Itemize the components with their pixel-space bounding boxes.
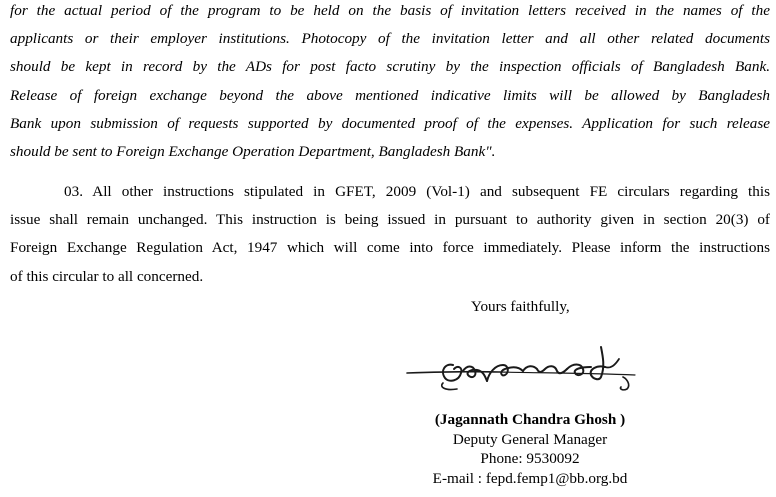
handwritten-signature xyxy=(405,343,655,405)
paragraph-line: should be sent to Foreign Exchange Operation Department, Bangladesh Bank". xyxy=(10,143,496,161)
paragraph-line-text: 03. All other instructions stipulated in GFET, 2009 (Vol-1) and subsequent FE circulars regarding this xyxy=(64,183,770,200)
paragraph-line: should be kept in record by the ADs for post facto scrutiny by the inspection officials of Bangladesh Bank. xyxy=(10,58,770,76)
signatory-name: (Jagannath Chandra Ghosh ) xyxy=(434,411,626,428)
paragraph-line: Foreign Exchange Regulation Act, 1947 which will come into force immediately. Please inform the instructions xyxy=(10,239,770,257)
paragraph-line: for the actual period of the program to be held on the basis of invitation letters received in the names of the xyxy=(10,2,770,19)
paragraph-line: issue shall remain unchanged. This instruction is being issued in pursuant to authority given in section 20(3) of xyxy=(10,211,770,229)
signatory-email: E-mail : fepd.femp1@bb.org.bd xyxy=(432,469,628,487)
paragraph-line xyxy=(10,178,770,206)
paragraph-line: Bank upon submission of requests supported by documented proof of the expenses. Application for such release xyxy=(10,114,770,132)
paragraph-03 xyxy=(10,178,770,291)
closing-salutation: Yours faithfully, xyxy=(471,298,570,315)
signatory-block xyxy=(405,410,655,488)
paragraph-line: of this circular to all concerned. xyxy=(10,267,204,285)
italic-quoted-paragraph xyxy=(10,0,770,166)
signatory-phone: Phone: 9530092 xyxy=(480,450,580,467)
paragraph-line: Release of foreign exchange beyond the above mentioned indicative limits will be allowed by Bangladesh xyxy=(10,86,770,104)
signatory-title: Deputy General Manager xyxy=(452,430,608,448)
paragraph-line: applicants or their employer institutions. Photocopy of the invitation letter and all other related documents xyxy=(10,30,770,48)
